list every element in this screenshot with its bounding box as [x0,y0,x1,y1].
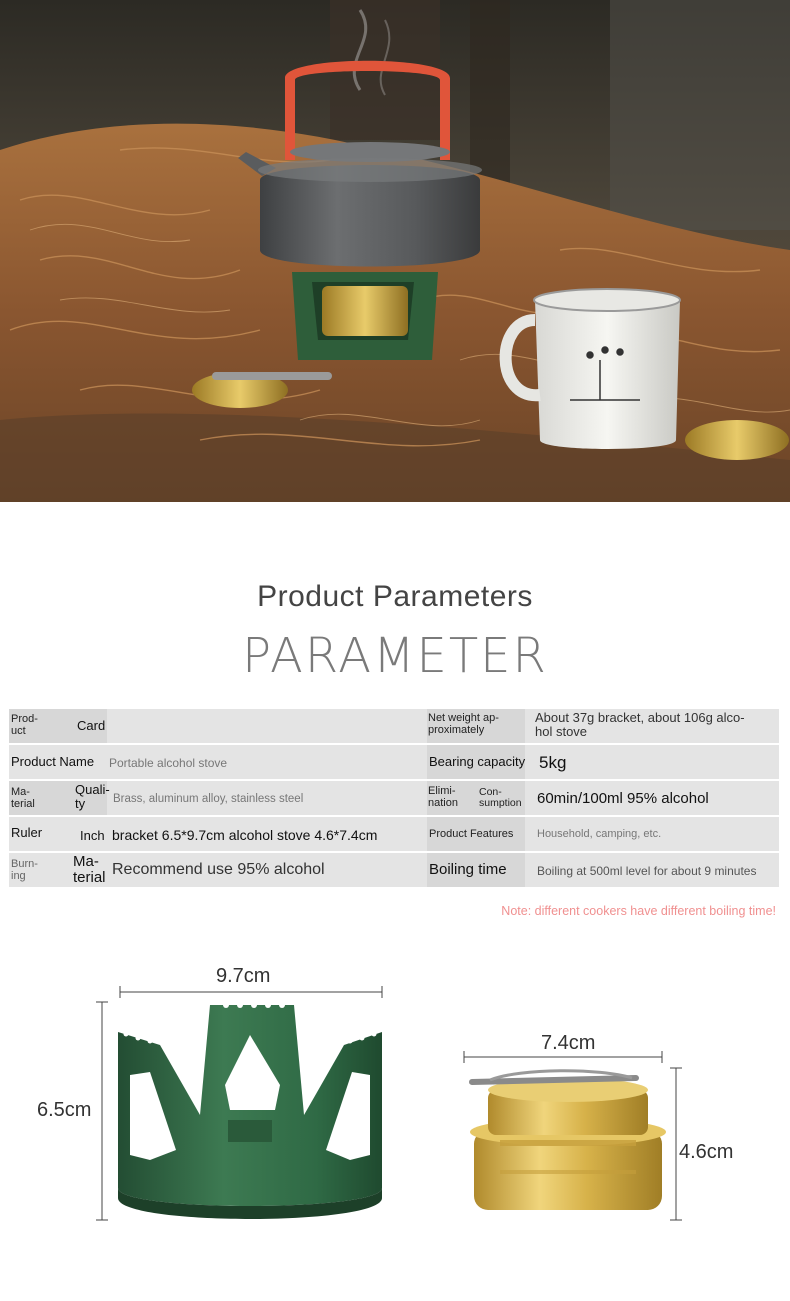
table-row [9,817,427,851]
table-row [427,709,779,743]
param-key: Burn- ing [11,858,38,882]
param-key: Boiling time [429,861,507,878]
stove-height-label: 4.6cm [679,1141,734,1163]
parameter-table-right [427,709,779,889]
param-value: Boiling at 500ml level for about 9 minutes [537,864,757,878]
table-row [9,745,427,779]
param-key-sub: Quali- ty [75,782,110,811]
param-key: Product Features [429,828,514,840]
boiling-time-note: Note: different cookers have different boiling time! [501,904,776,918]
table-row [427,853,779,887]
param-key: Elimi- nation [428,785,458,809]
param-key-sub: Inch [80,828,105,843]
table-row [427,817,779,851]
param-value: About 37g bracket, about 106g alco- hol stove [535,710,745,739]
alcohol-stove-image [470,1071,666,1210]
param-key: Bearing capacity [429,754,526,769]
param-value: 60min/100ml 95% alcohol [537,790,709,807]
param-value: bracket 6.5*9.7cm alcohol stove 4.6*7.4cm [112,827,378,843]
param-key: Ma- terial [11,786,35,810]
param-value: 5kg [539,753,567,772]
hero-photo [0,0,790,502]
param-key-sub: Ma- terial [73,853,106,886]
table-row [9,781,427,815]
page-title: Product Parameters [257,580,533,613]
table-row [9,853,427,887]
dimension-diagrams [0,950,790,1250]
parameter-table-left [9,709,427,889]
table-row [427,745,779,779]
param-value: Recommend use 95% alcohol [112,861,325,878]
bracket-width-label: 9.7cm [216,965,271,987]
dimension-drawing [0,950,790,1250]
table-row [9,709,427,743]
param-key: Product Name [11,754,95,769]
page-subtitle: PARAMETER [242,628,548,684]
table-row [427,781,779,815]
bracket-height-label: 6.5cm [37,1099,92,1121]
param-value: Portable alcohol stove [109,756,228,770]
stove-width-label: 7.4cm [541,1032,596,1054]
param-key: Ruler [11,825,43,840]
param-value: Household, camping, etc. [537,828,662,840]
bracket-image [118,1002,382,1219]
param-key-sub: Con- sumption [479,786,522,810]
param-value: Brass, aluminum alloy, stainless steel [113,793,304,805]
param-key: Prod- uct [11,713,38,737]
param-key-sub: Card [77,718,106,733]
param-key: Net weight ap- proximately [428,712,499,736]
